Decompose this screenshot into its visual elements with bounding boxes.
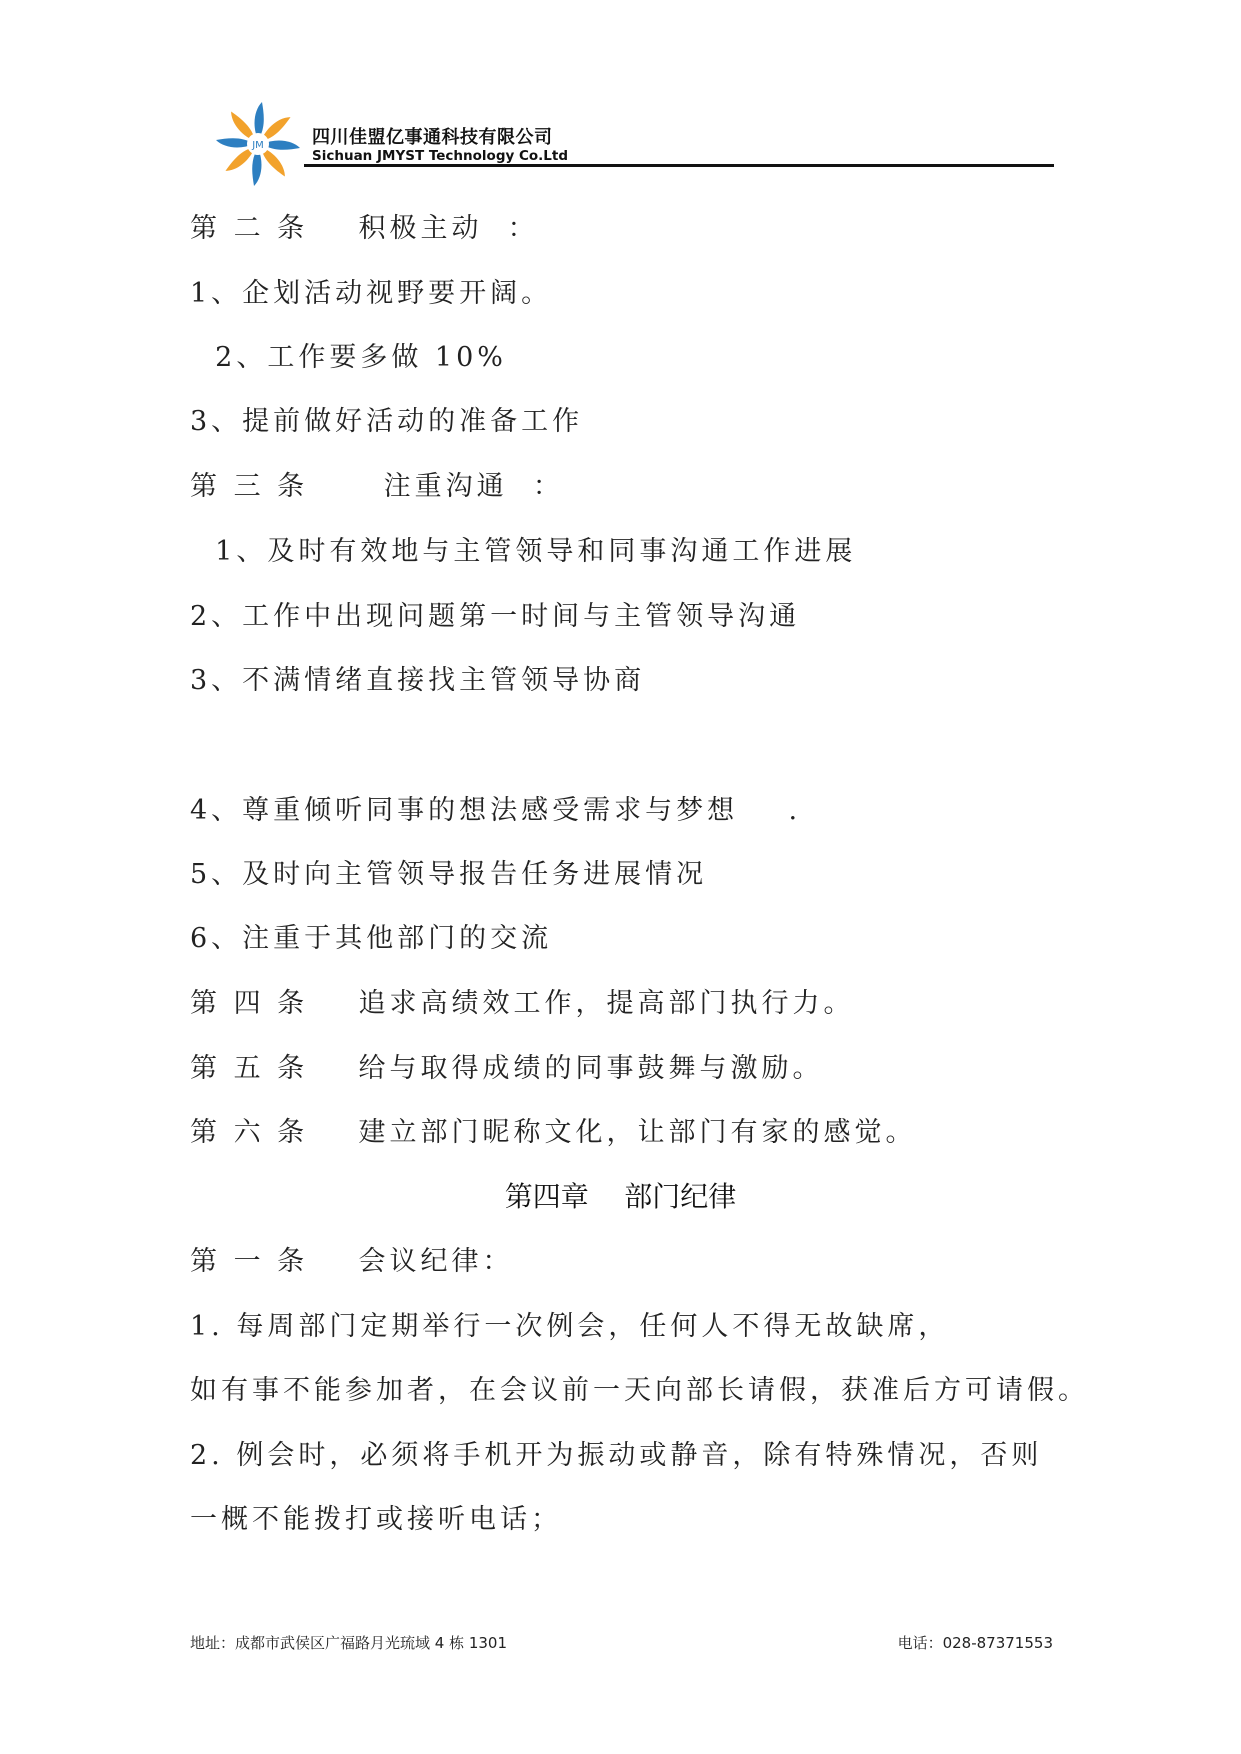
list-item: 4、尊重倾听同事的想法感受需求与梦想 . [190,795,802,826]
paragraph-line: 1. 每周部门定期举行一次例会，任何人不得无故缺席， [190,1311,950,1342]
footer-address: 地址：成都市武侯区广福路月光琉域 4 栋 1301 [190,1634,508,1652]
list-item: 2、工作要多做 10% [190,342,507,373]
list-item: 6、注重于其他部门的交流 [190,923,553,954]
footer-phone: 电话：028-87371553 [897,1634,1053,1652]
article-3-title: 第 三 条 注重沟通 ： [190,471,564,502]
company-name-en: Sichuan JMYST Technology Co.Ltd [312,148,569,164]
list-item: 2、工作中出现问题第一时间与主管领导沟通 [190,601,801,632]
chapter-heading: 第四章 部门纪律 [504,1180,737,1213]
list-item: 3、不满情绪直接找主管领导协商 [190,665,646,696]
letterhead [212,100,1054,190]
logo-text: JM [252,140,264,151]
article-4: 第 四 条 追求高绩效工作，提高部门执行力。 [190,988,855,1019]
company-name [312,128,568,164]
company-name-cn: 四川佳盟亿事通科技有限公司 [312,127,553,148]
list-item: 1、及时有效地与主管领导和同事沟通工作进展 [190,536,857,567]
paragraph-line: 一概不能拨打或接听电话； [190,1504,562,1535]
article-6: 第 六 条 建立部门昵称文化，让部门有家的感觉。 [190,1117,917,1148]
company-logo [212,100,304,188]
paragraph-line: 2. 例会时，必须将手机开为振动或静音，除有特殊情况，否则 [190,1440,1043,1471]
article-2-title: 第 二 条 积极主动 ： [190,213,539,244]
paragraph-line: 如有事不能参加者，在会议前一天向部长请假，获准后方可请假。 [190,1375,1089,1406]
article-5: 第 五 条 给与取得成绩的同事鼓舞与激励。 [190,1053,824,1084]
list-item: 3、提前做好活动的准备工作 [190,406,584,437]
list-item: 5、及时向主管领导报告任务进展情况 [190,859,708,890]
header-rule [304,164,1054,167]
list-item: 1、企划活动视野要开阔。 [190,278,553,309]
article-1-title: 第 一 条 会议纪律： [190,1246,514,1277]
